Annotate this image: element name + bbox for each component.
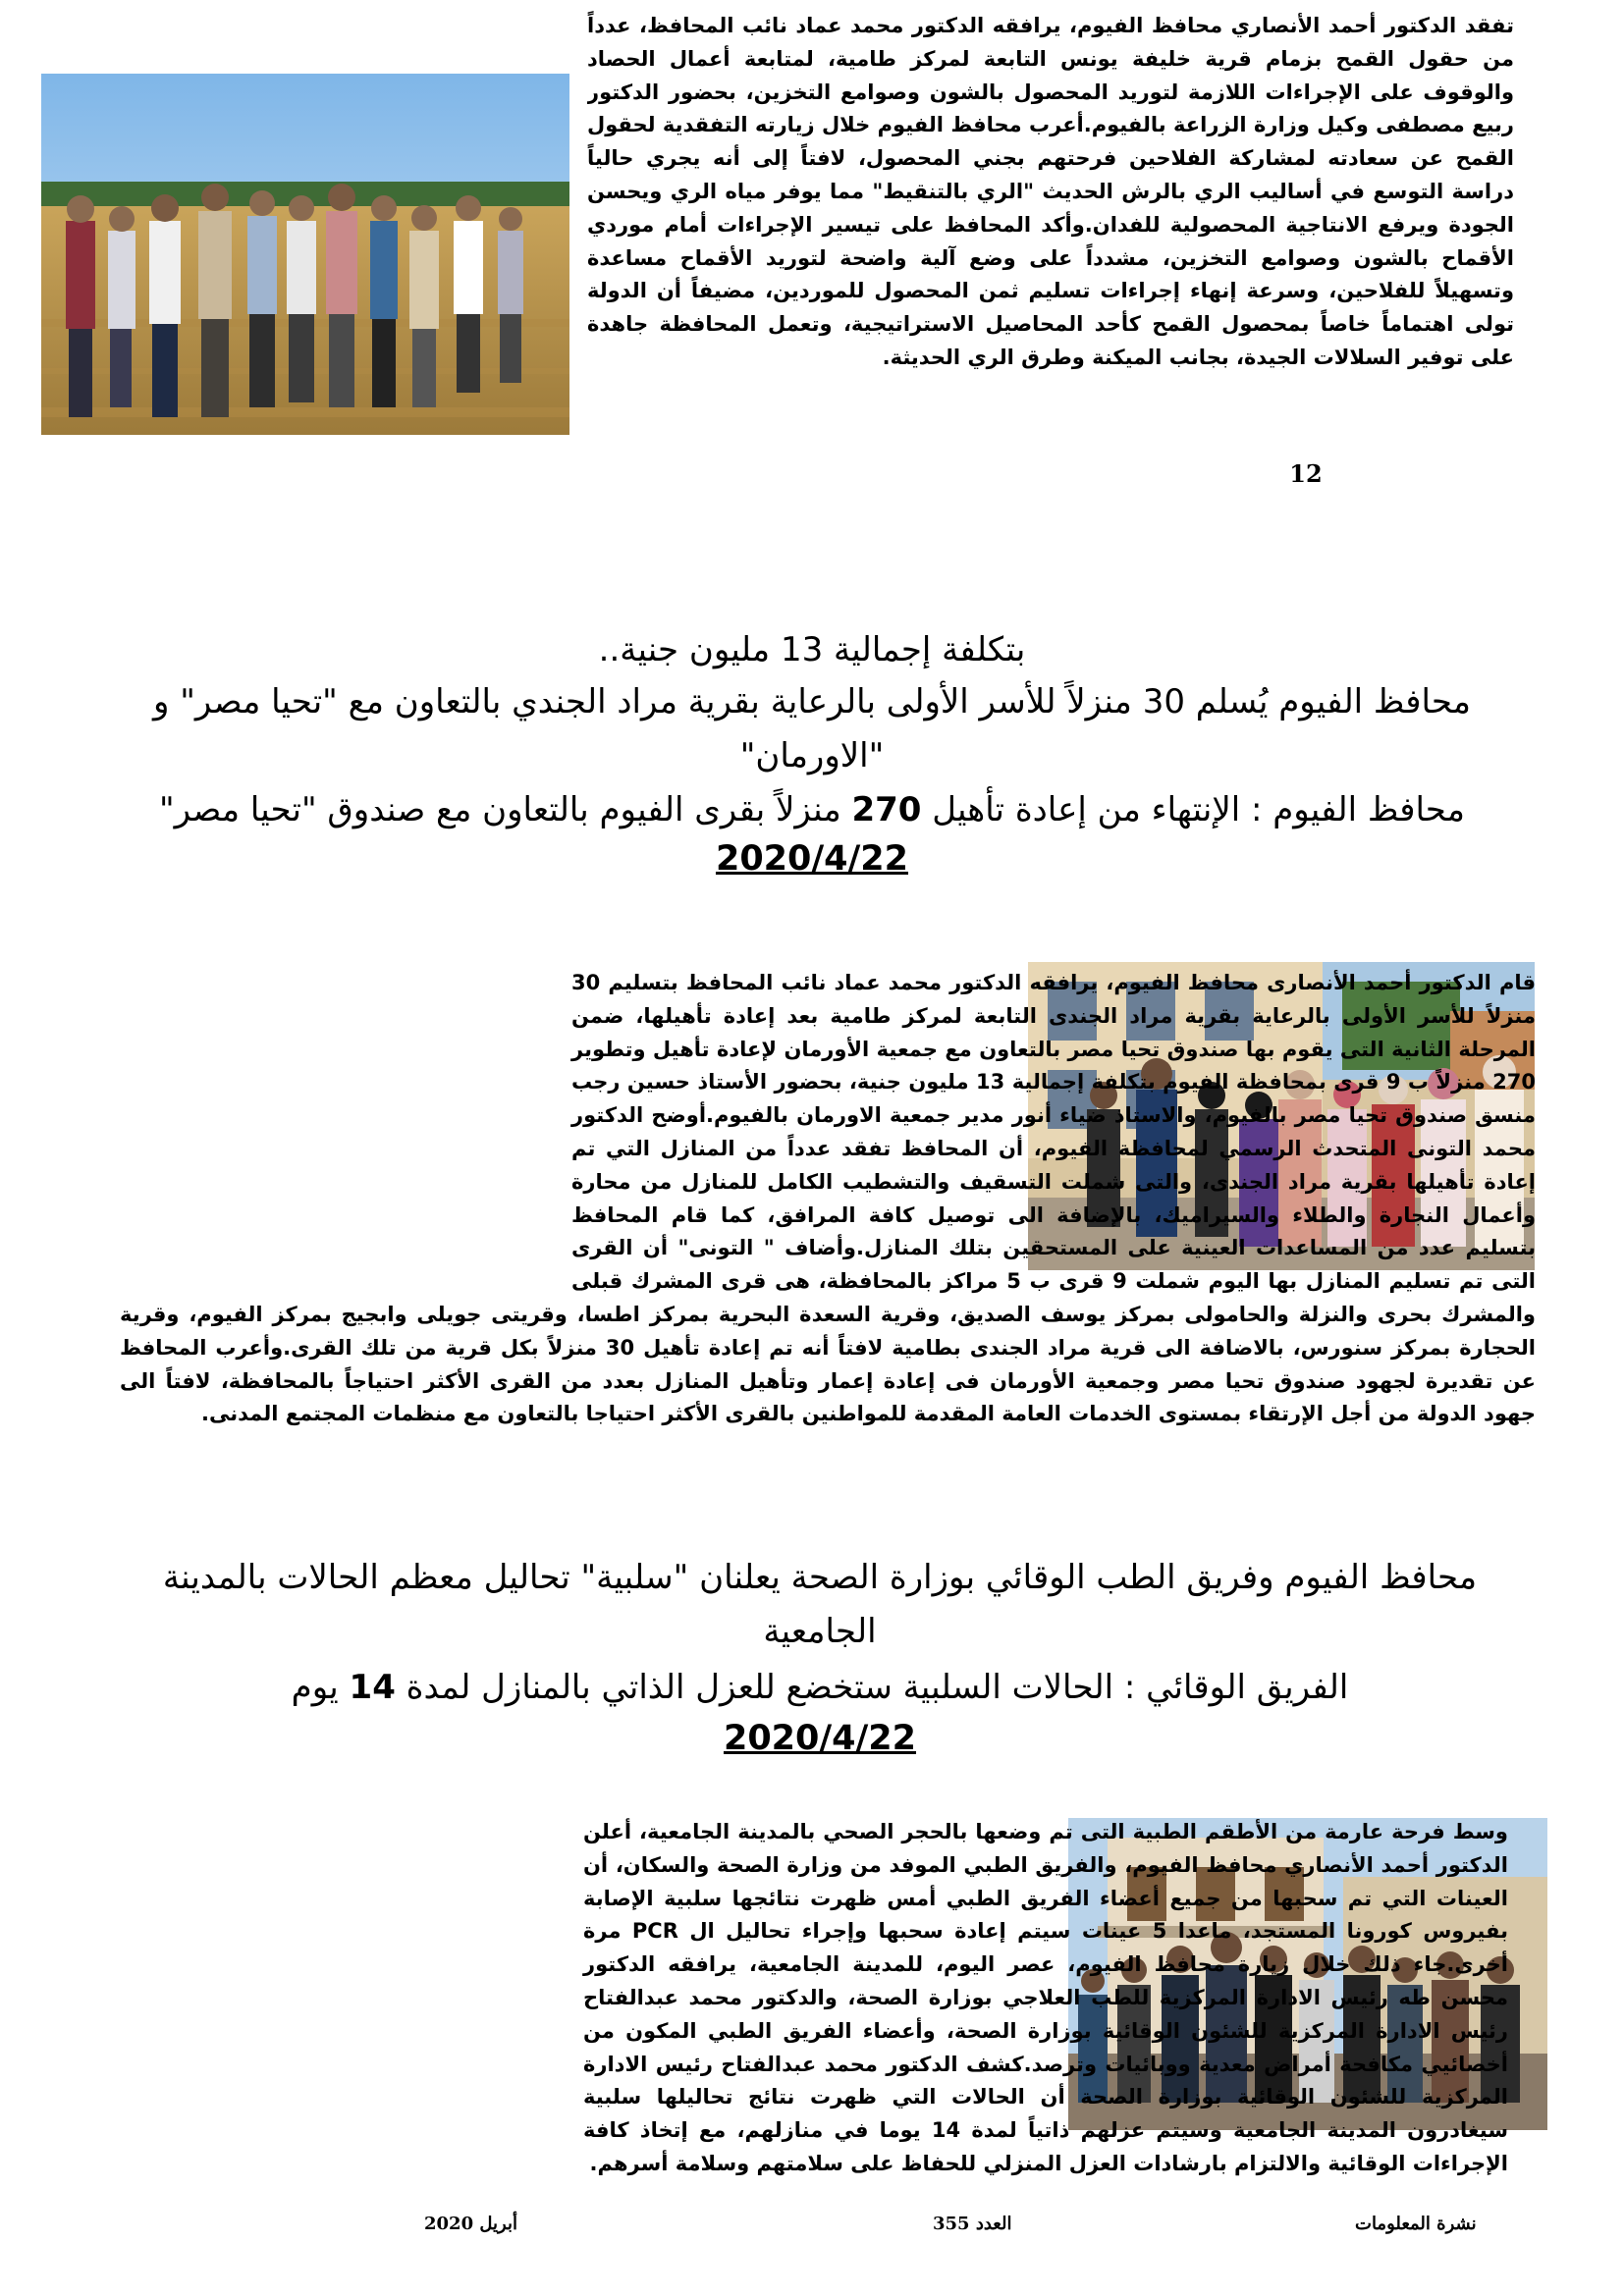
article1-paragraph: تفقد الدكتور أحمد الأنصاري محافظ الفيوم، يرافقه الدكتور محمد عماد نائب المحافظ، عدداً من حقول القمح بزمام قرية خليفة يونس التابعة لمركز طامية، لمتابعة أعمال الحصاد والوقوف على الإجراءات اللازمة لتوريد المحصول بالشون وصوامع التخزين، بحضور الدكتور ربيع مصطفى وكيل وزارة الزراعة بالفيوم.أعرب محافظ الفيوم خلال زيارته التفقدية لحقول القمح عن سعادته لمشاركة الفلاحين فرحتهم بجني المحصول، لافتاً إلى أنه يجري حالياً دراسة التوسع في أساليب الري بالرش الحديث "الري بالتنقيط" مما يوفر مياه الري ويحسن الجودة ويرفع الانتاجية المحصولية للفدان.وأكد المحافظ على تيسير الإجراءات أمام موردي الأقماح بالشون وصوامع التخزين، مشدداً على وضع آلية واضحة لتوريد الأقماح مساعدة وتسهيلاً للفلاحين، وسرعة إنهاء إجراءات تسليم ثمن المحصول للموردين، مضيفاً أن الدولة تولى اهتماماً خاصاً بمحصول القمح كأحد المحاصيل الاستراتيجية، وتعمل المحافظة جاهدة على توفير السلالات الجيدة، بجانب الميكنة وطرق الري الحديثة.: [587, 14, 1514, 369]
article3-headline-line1: محافظ الفيوم وفريق الطب الوقائي بوزارة الصحة يعلنان "سلبية" تحاليل معظم الحالات بالمدينة الجامعية: [162, 1558, 1478, 1651]
article3-headline-block: [147, 1551, 1492, 1758]
wheat-field-photo: [41, 74, 569, 435]
article3-subheadline-post: يوم: [291, 1668, 350, 1707]
page-number: 12: [1289, 459, 1323, 488]
article2-subheadline-post: منزلاً بقرى الفيوم بالتعاون مع صندوق "تحيا مصر": [159, 790, 852, 829]
photo-wrap-spacer: [122, 1816, 583, 2128]
article2-paragraph: قام الدكتور أحمد الأنصارى محافظ الفيوم، يرافقه الدكتور محمد عماد نائب المحافظ بتسليم 30 منزلاً للأسر الأولى بالرعاية بقرية مراد الجندى التابعة لمركز طامية بعد إعادة تأهيلها، ضمن المرحلة الثانية التى يقوم بها صندوق تحيا مصر بالتعاون مع جمعية الأورمان لإعادة تأهيل وتطوير 270 منزلاً ب 9 قرى بمحافظة الفيوم بتكلفة إجمالية 13 مليون جنية، بحضور الأستاذ حسين رجب منسق صندوق تحيا مصر بالفيوم، والاستاذ ضياء أنور مدير جمعية الاورمان بالفيوم.أوضح الدكتور محمد التونى المتحدث الرسمي لمحافظة الفيوم، أن المحافظ تفقد عدداً من المنازل التي تم إعادة تأهيلها بقرية مراد الجندى، والتى شملت التسقيف والتشطيب الكامل للمنازل من محارة وأعمال النجارة والطلاء والسيراميك، بالإضافة الى توصيل كافة المرافق، كما قام المحافظ بتسليم عدد من المساعدات العينية على المستحقين بتلك المنازل.وأضاف " التونى" أن القرى التى تم تسليم المنازل بها اليوم شملت 9 قرى ب 5 مراكز بالمحافظة، هى قرى المشرك قبلى والمشرك بحرى والنزلة والحامولى بمركز يوسف الصديق، وقرية السعدة البحرية بمركز اطسا، وقريتى جويلى وابجيج بمركز الفيوم، وقرية الحجارة بمركز سنورس، بالاضافة الى قرية مراد الجندى بطامية لافتاً أنه تم إعادة تأهيل 30 منزلاً بكل قرية من تلك القرى.وأعرب المحافظ عن تقديرة لجهود صندوق تحيا مصر وجمعية الأورمان فى إعادة إعمار وتأهيل المنازل بعدد من القرى الأكثر احتياجاً بالمحافظة، لافتاً الى جهود الدولة من أجل الإرتقاء بمستوى الخدمات العامة المقدمة للمواطنين بالقرى الأكثر احتياجا بالتعاون مع منظمات المجتمع المدنى.: [120, 967, 1536, 1458]
article2-headline-line1: بتكلفة إجمالية 13 مليون جنية..: [598, 630, 1026, 669]
footer-month: أبريل 2020: [424, 2214, 517, 2234]
article2-subheadline: [118, 783, 1506, 837]
article3-subheadline-pre: الفريق الوقائي : الحالات السلبية ستخضع للعزل الذاتي بالمنازل لمدة: [395, 1668, 1349, 1707]
article2-headline-block: [118, 623, 1506, 879]
article3-date: 2020/4/22: [723, 1719, 917, 1758]
article2-headline-line2: محافظ الفيوم يُسلم 30 منزلاً للأسر الأولى بالرعاية بقرية مراد الجندي بالتعاون مع "تحيا مصر" و "الاورمان": [153, 682, 1471, 775]
footer-publication: نشرة المعلومات: [1355, 2214, 1477, 2234]
article3-paragraph: وسط فرحة عارمة من الأطقم الطبية التى تم وضعها بالحجر الصحي بالمدينة الجامعية، أعلن الدكتور أحمد الأنصاري محافظ الفيوم، والفريق الطبي الموفد من وزارة الصحة والسكان، أن العينات التي تم سحبها من جميع أعضاء الفريق الطبي أمس ظهرت نتائجها سلبية الإصابة بفيروس كورونا المستجد، ماعدا 5 عينات سيتم إعادة سحبها وإجراء تحاليل ال PCR مرة أخرى.جاء ذلك خلال زيارة محافظ الفيوم، عصر اليوم، للمدينة الجامعية، يرافقه الدكتور محسن طه رئيس الادارة المركزية للطب العلاجي بوزارة الصحة، والدكتور محمد عبدالفتاح رئيس الادارة المركزية للشئون الوقائية بوزارة الصحة، وأعضاء الفريق الطبي المكون من أخصائيي مكافحة أمراض معدية ووبائيات وترصد.كشف الدكتور محمد عبدالفتاح رئيس الادارة المركزية للشئون الوقائية بوزارة الصحة أن الحالات التي ظهرت نتائج تحاليلها سلبية سيغادرون المدينة الجامعية وسيتم عزلهم ذاتياً لمدة 14 يوما في منازلهم، مع إتخاذ كافة الإجراءات الوقائية والالتزام بارشادات العزل المنزلي للحفاظ على سلامتهم وسلامة أسرهم.: [122, 1816, 1508, 2189]
article3-subheadline: [147, 1661, 1492, 1715]
footer-issue: العدد 355: [933, 2214, 1012, 2234]
page-footer: [0, 2214, 1624, 2253]
article3-subheadline-number: 14: [349, 1668, 396, 1707]
article2-subheadline-pre: محافظ الفيوم : الإنتهاء من إعادة تأهيل: [921, 790, 1465, 829]
photo-wrap-spacer: [120, 967, 571, 1279]
article2-date: 2020/4/22: [715, 839, 909, 879]
article2-subheadline-number: 270: [851, 790, 922, 829]
